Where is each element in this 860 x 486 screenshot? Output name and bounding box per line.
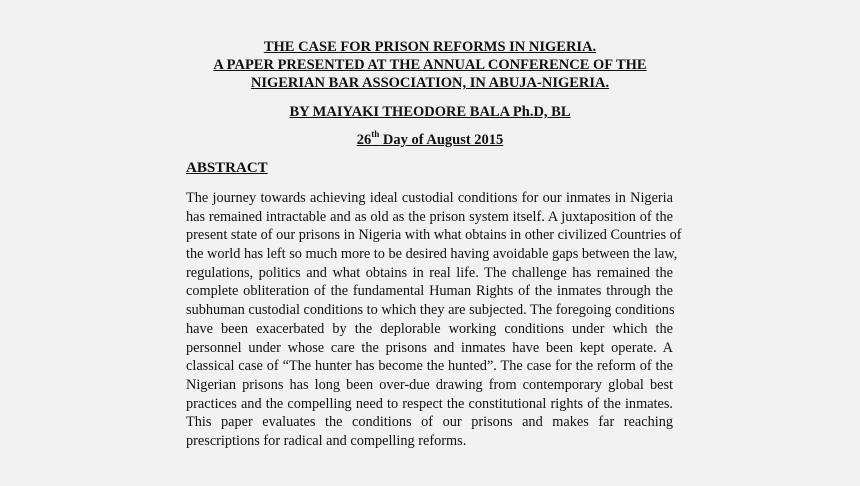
abstract-heading: ABSTRACT (186, 160, 268, 176)
abstract-line: the world has left so much more to be desired having avoidable gaps between the law, (186, 246, 678, 263)
abstract-line: The journey towards achieving ideal custodial conditions for our inmates in Nigeria (186, 190, 673, 206)
abstract-line: subhuman custodial conditions to which they are subjected. The foregoing conditions (186, 302, 675, 319)
date-suffix: th (371, 129, 380, 140)
title-line-1: THE CASE FOR PRISON REFORMS IN NIGERIA. (263, 39, 597, 55)
date-day: 26 (356, 132, 372, 148)
date-line (0, 131, 860, 149)
abstract-line: prescriptions for radical and compelling reforms. (186, 432, 467, 449)
title-line-3: NIGERIAN BAR ASSOCIATION, IN ABUJA-NIGERIA. (250, 75, 610, 91)
abstract-line: practices and the compelling need to respect the constitutional rights of the inmates. (186, 395, 673, 412)
abstract-line: personnel under whose care the prisons and inmates have been kept operate. A (186, 339, 673, 356)
abstract-line: complete obliteration of the fundamental Human Rights of the inmates through the (186, 283, 673, 300)
abstract-line: regulations, politics and what obtains in real life. The challenge has remained the (186, 264, 673, 281)
abstract-line: have been exacerbated by the deplorable working conditions under which the (186, 320, 673, 337)
title-line-2: A PAPER PRESENTED AT THE ANNUAL CONFERENCE OF THE (213, 57, 647, 73)
abstract-line: has remained intractable and as old as the prison system itself. A juxtaposition of the (186, 208, 673, 225)
abstract-line: Nigerian prisons has long been over-due drawing from contemporary global best (186, 376, 673, 393)
paper-title (0, 38, 860, 92)
date-rest: Day of August 2015 (379, 132, 504, 148)
abstract-line: classical case of “The hunter has become the hunted”. The case for the reform of the (186, 358, 673, 375)
abstract-line: This paper evaluates the conditions of our prisons and makes far reaching (186, 414, 673, 431)
abstract-body (186, 189, 682, 451)
abstract-line: present state of our prisons in Nigeria with what obtains in other civilized Countries of (186, 227, 682, 244)
author-line: BY MAIYAKI THEODORE BALA Ph.D, BL (289, 104, 571, 120)
